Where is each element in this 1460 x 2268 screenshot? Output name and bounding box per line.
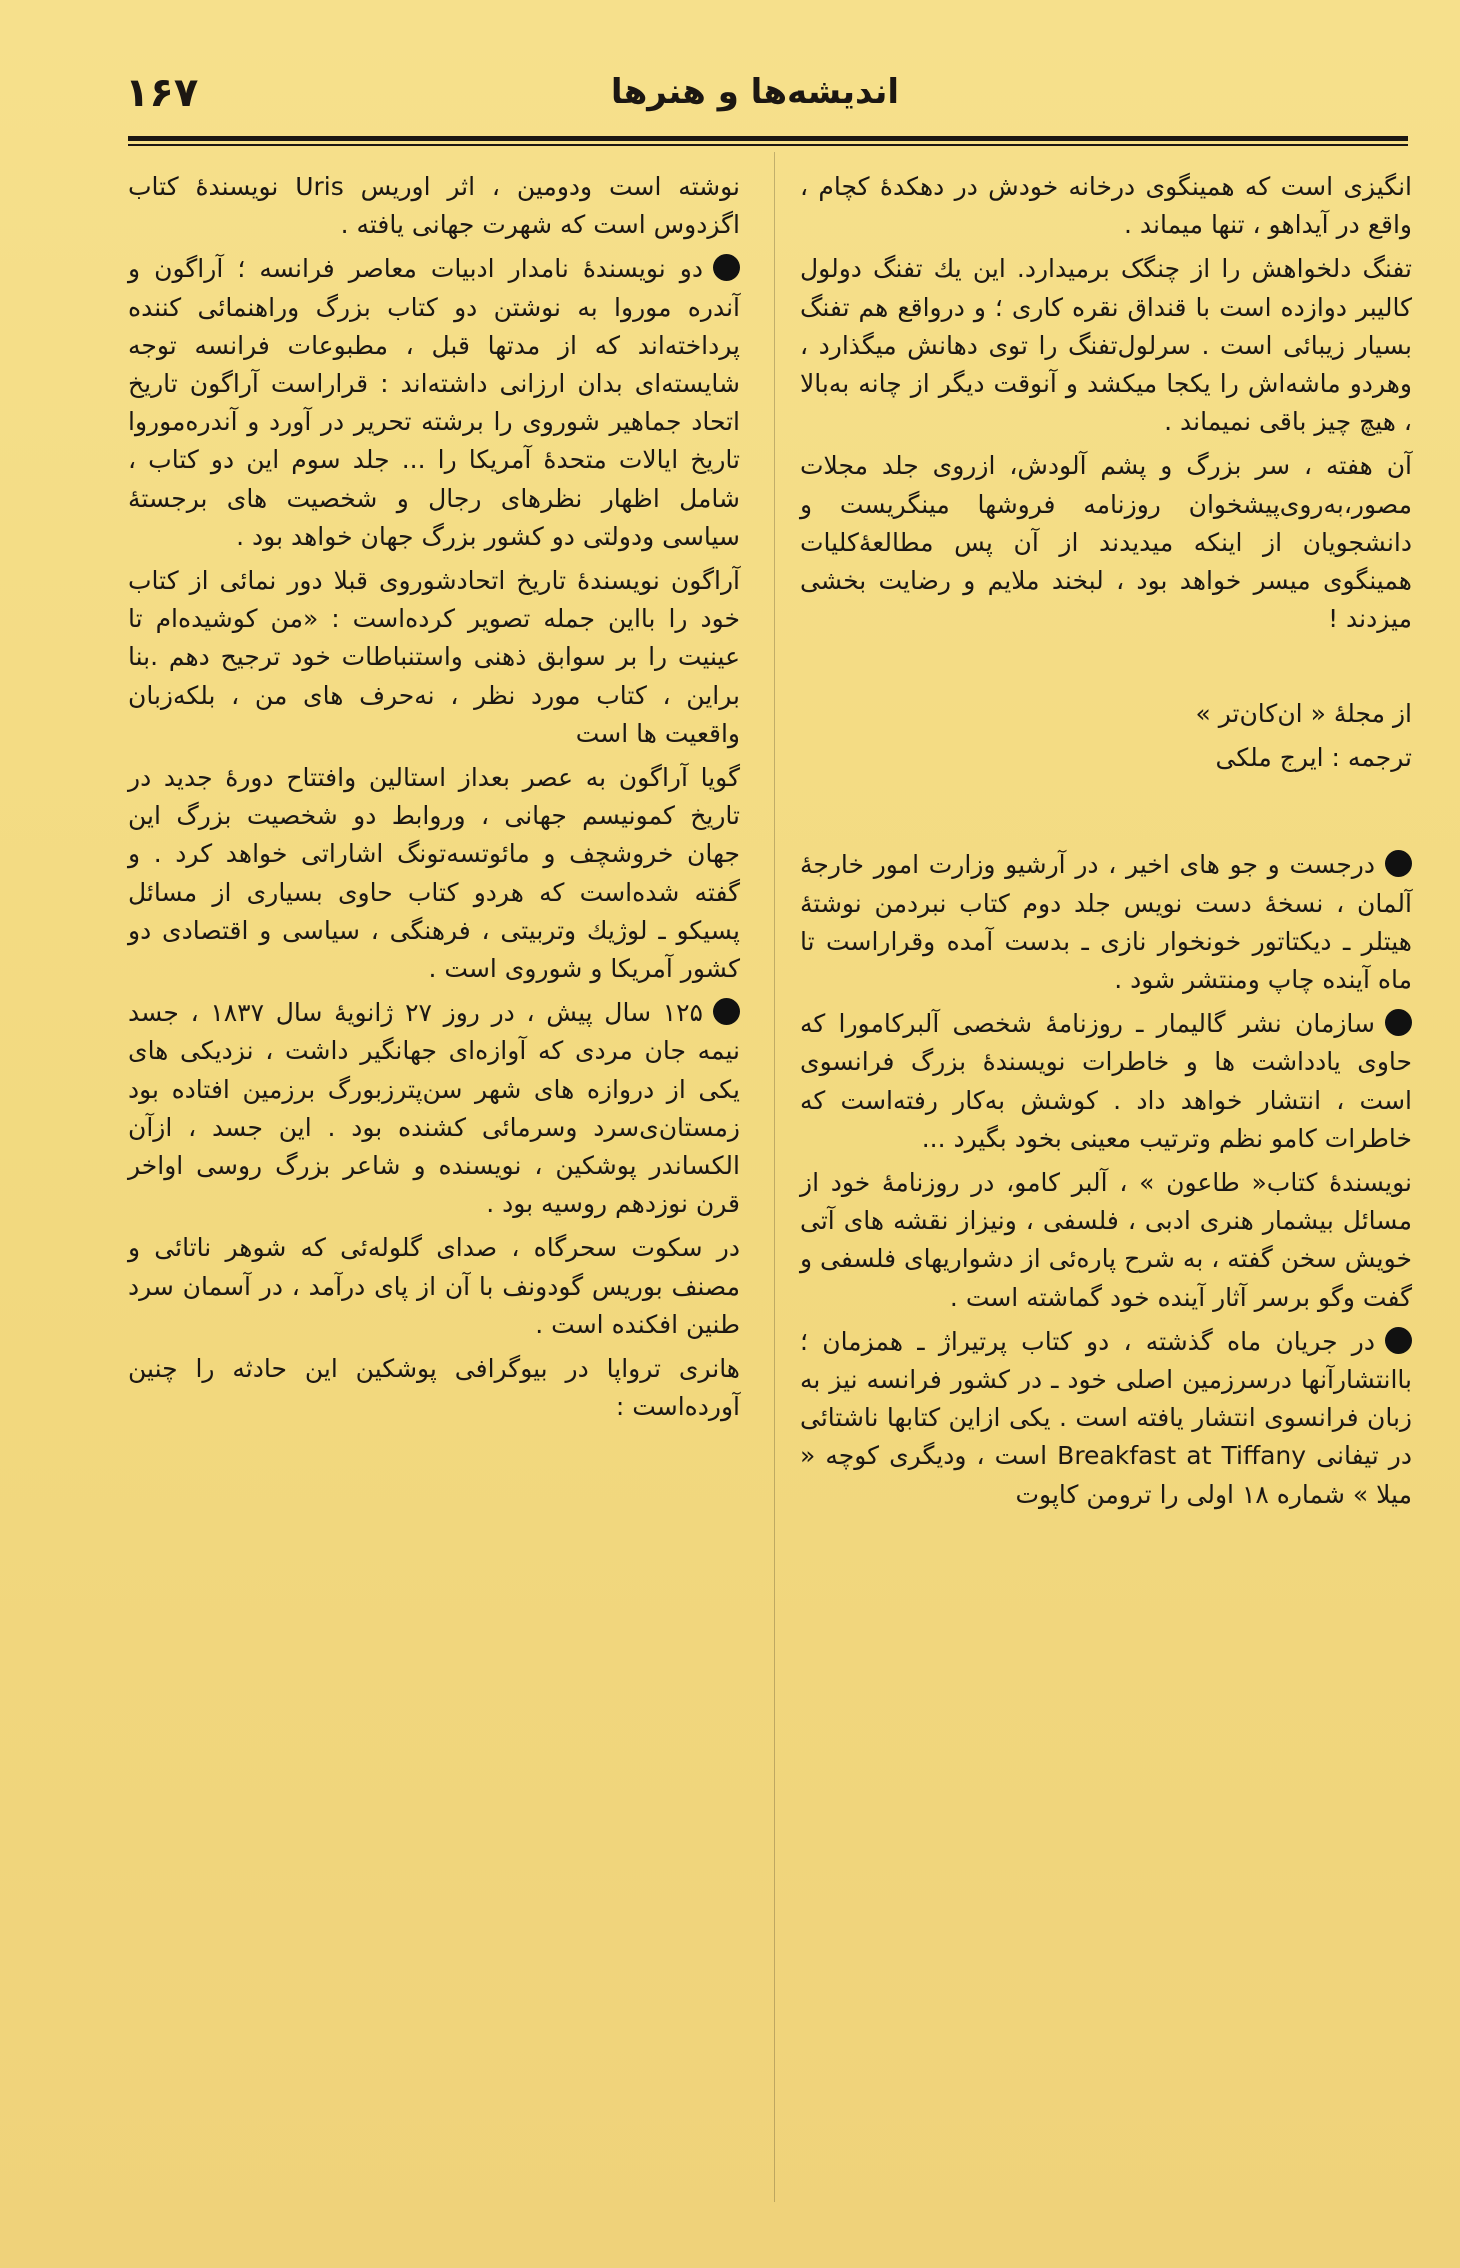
news-item	[128, 250, 740, 556]
right-column	[800, 168, 1412, 1520]
news-item	[800, 846, 1412, 999]
paragraph: هانری ترواپا در بیوگرافی پوشکین این حادثه را چنین آورده‌است :	[128, 1354, 740, 1422]
paragraph: نوشته است ودومین ، اثر اوریس Uris نویسندهٔ کتاب اگزدوس است که شهرت جهانی یافته .	[128, 172, 741, 240]
paragraph: آراگون نویسندهٔ تاریخ اتحادشوروی قبلا دور نمائی از کتاب خود را بااین جمله تصویر کرده‌است : «من کوشیده‌ام تا عینیت را بر سوابق ذهنی واستنباطات خود ترجیح دهم .بنا براین ، کتاب مورد نظر ، نه‌حرف های من ، بلکه‌زبان واقعیت ها است	[128, 566, 740, 748]
bullet-icon	[713, 998, 740, 1025]
news-item-text: در جریان ماه گذشته ، دو کتاب پرتیراژ ـ همزمان ؛ باانتشارآنها درسرزمین اصلی خود ـ در کشور فرانسه نیز به زبان فرانسوی انتشار یافته است . یکی ازاین کتابها ناشتائی در تیفانی Breakfast at Tiffany است ، ودیگری کوچه « میلا » شماره ۱۸ اولی را ترومن کاپوت	[800, 1326, 1412, 1509]
paragraph: گویا آراگون به عصر بعداز استالین وافتتاح دورهٔ جدید در تاریخ کمونیسم جهانی ، وروابط دو شخصیت بزرگ این جهان خروشچف و مائوتسه‌تونگ اشاراتی خواهد کرد . و گفته شده‌است که هردو کتاب حاوی بسیاری از مسائل پسیکو ـ لوژیك وتربیتی ، فرهنگی ، سیاسی و اقتصادی دو کشور آمریکا و شوروی است .	[128, 763, 740, 984]
source-magazine: از مجلهٔ « ان‌کان‌تر »	[1195, 699, 1412, 729]
news-item-text: ۱۲۵ سال پیش ، در روز ۲۷ ژانویهٔ سال ۱۸۳۷ ، جسد نیمه جان مردی که آوازه‌ای جهانگیر داشت ، نزدیکی های یکی از دروازه های شهر سن‌پترزبورگ برزمین افتاده بود زمستان‌ی‌سرد وسرمائی کشنده بود . این جسد ، ازآن الکساندر پوشکین ، نویسنده و شاعر بزرگ روسی اواخر قرن نوزدهم روسیه بود .	[128, 998, 740, 1219]
running-title: اندیشه‌ها و هنرها	[610, 72, 900, 112]
source-credit	[800, 692, 1412, 780]
bullet-icon	[1385, 850, 1412, 877]
news-item-text: درجست و جو های اخیر ، در آرشیو وزارت امور خارجهٔ آلمان ، نسخهٔ دست نویس جلد دوم کتاب نبردمن نوشتهٔ هیتلر ـ دیکتاتور خونخوار نازی ـ بدست آمده وقراراست تا ماه آینده چاپ ومنتشر شود .	[800, 850, 1412, 995]
bullet-icon	[1385, 1009, 1412, 1036]
news-item	[800, 1323, 1412, 1514]
bullet-icon	[713, 254, 740, 281]
header-rule-thick	[128, 136, 1408, 141]
news-item	[800, 1005, 1412, 1158]
header-rule-thin	[128, 144, 1408, 146]
paragraph: نویسندهٔ کتاب« طاعون » ، آلبر کامو، در روزنامهٔ خود از مسائل بیشمار هنری ادبی ، فلسفی ، ونیزاز نقشه های آتی خویش سخن گفته ، به شرح پاره‌ئی از دشواریهای فلسفی و گفت وگو برسر آثار آینده خود گماشته است .	[800, 1168, 1412, 1312]
news-item-text: سازمان نشر گالیمار ـ روزنامهٔ شخصی آلبرکامورا که حاوی یادداشت ها و خاطرات نویسندهٔ بزرگ فرانسوی است ، انتشار خواهد داد . کوشش به‌کار رفته‌است که خاطرات کامو نظم وترتیب معینی بخود بگیرد ...	[800, 1009, 1412, 1153]
paragraph: انگیزی است که همینگوی درخانه خودش در دهکدهٔ کچام ، واقع در آیداهو ، تنها میماند .	[800, 172, 1412, 240]
paragraph: تفنگ دلخواهش را از چنگک برمیدارد. این یك تفنگ دولول کالیبر دوازده است با قنداق نقره کاری ؛ و درواقع هم تفنگ بسیار زیبائی است . سرلول‌تفنگ را توی دهانش میگذارد ، وهردو ماشه‌اش را یکجا میکشد و آنوقت دیگر از چانه به‌بالا ، هیچ چیز باقی نمیماند .	[800, 254, 1412, 437]
paragraph: در سکوت سحرگاه ، صدای گلوله‌ئی که شوهر ناتائی و مصنف بوریس گودونف با آن از پای درآمد ، در آسمان سرد طنین افکنده است .	[128, 1233, 740, 1339]
news-item-text: دو نویسندهٔ نامدار ادبیات معاصر فرانسه ؛ آراگون و آندره موروا به نوشتن دو کتاب بزرگ وراهنمائی کننده پرداخته‌اند که از مدتها قبل ، مطبوعات فرانسه توجه شایسته‌ای بدان ارزانی داشته‌اند : قراراست آراگون تاریخ اتحاد جماهیر شوروی را برشته تحریر در آورد و آندره‌موروا تاریخ ایالات متحدهٔ آمریکا را ... جلد سوم این دو کتاب ، شامل اظهار نظرهای رجال و شخصیت های برجستهٔ سیاسی ودولتی دو کشور بزرگ جهان خواهد بود .	[128, 254, 740, 551]
translator-credit: ترجمه : ایرج ملکی	[1215, 743, 1412, 773]
left-column	[128, 168, 740, 1433]
bullet-icon	[1385, 1327, 1412, 1354]
news-item	[128, 994, 740, 1223]
column-divider	[774, 152, 775, 2202]
page-header	[125, 68, 1405, 130]
paragraph: آن هفته ، سر بزرگ و پشم آلودش، ازروی جلد مجلات مصور،به‌روی‌پیشخوان روزنامه فروشها مینگریست و دانشجویان از اینکه میدیدند از آن پس مطالعهٔ‌کلیات همینگوی میسر خواهد بود ، لبخند ملایم و رضایت بخشی میزدند !	[800, 451, 1412, 634]
page-number: ۱۶۷	[125, 70, 199, 116]
